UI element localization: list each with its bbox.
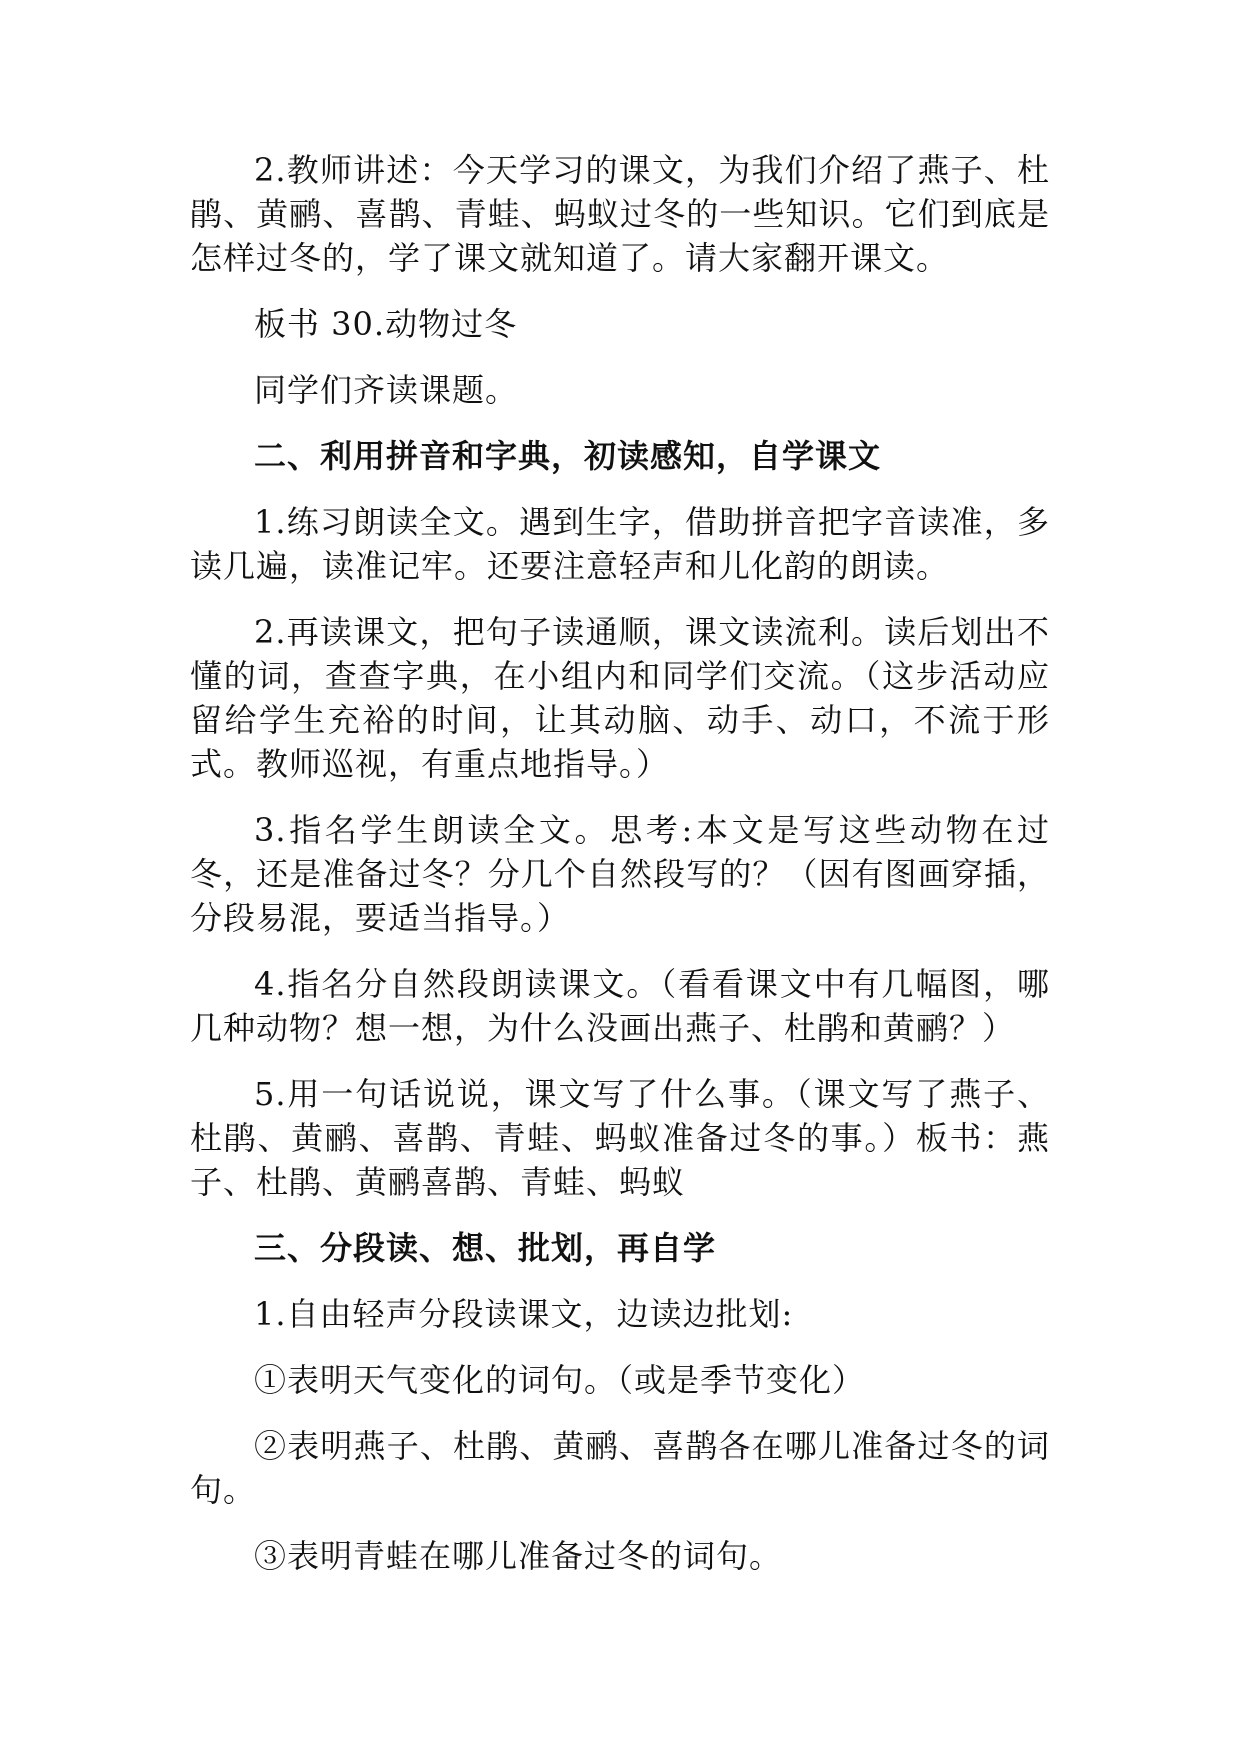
paragraph-teacher-narration: 2.教师讲述：今天学习的课文，为我们介绍了燕子、杜鹃、黄鹂、喜鹊、青蛙、蚂蚁过冬的一些知识。它们到底是怎样过冬的，学了课文就知道了。请大家翻开课文。 <box>190 151 1050 277</box>
paragraph-blackboard-title: 板书 30.动物过冬 <box>254 305 518 343</box>
paragraph-step-2: 2.再读课文，把句子读通顺，课文读流利。读后划出不懂的词，查查字典，在小组内和同学们交流。（这步活动应留给学生充裕的时间，让其动脑、动手、动口，不流于形式。教师巡视，有重点地指导。） <box>190 613 1050 783</box>
paragraph-free-reading: 1.自由轻声分段读课文，边读边批划: <box>254 1295 794 1333</box>
paragraph-step-3: 3.指名学生朗读全文。思考:本文是写这些动物在过冬，还是准备过冬？分几个自然段写的？（因有图画穿插，分段易混，要适当指导。） <box>190 811 1050 937</box>
paragraph-read-title: 同学们齐读课题。 <box>254 371 519 409</box>
section-heading-3: 三、分段读、想、批划，再自学 <box>254 1229 717 1267</box>
list-item-3: ③表明青蛙在哪儿准备过冬的词句。 <box>254 1537 783 1575</box>
paragraph-step-5: 5.用一句话说说，课文写了什么事。（课文写了燕子、杜鹃、黄鹂、喜鹊、青蛙、蚂蚁准备过冬的事。）板书：燕子、杜鹃、黄鹂喜鹊、青蛙、蚂蚁 <box>190 1075 1050 1201</box>
list-item-2: ②表明燕子、杜鹃、黄鹂、喜鹊各在哪儿准备过冬的词句。 <box>190 1427 1050 1509</box>
list-item-1: ①表明天气变化的词句。（或是季节变化） <box>254 1361 866 1399</box>
paragraph-step-1: 1.练习朗读全文。遇到生字，借助拼音把字音读准，多读几遍，读准记牢。还要注意轻声和儿化韵的朗读。 <box>190 503 1050 585</box>
section-heading-2: 二、利用拼音和字典，初读感知，自学课文 <box>254 437 882 475</box>
paragraph-step-4: 4.指名分自然段朗读课文。（看看课文中有几幅图，哪几种动物？想一想，为什么没画出燕子、杜鹃和黄鹂？） <box>190 965 1050 1047</box>
document-body <box>190 148 1050 1600</box>
